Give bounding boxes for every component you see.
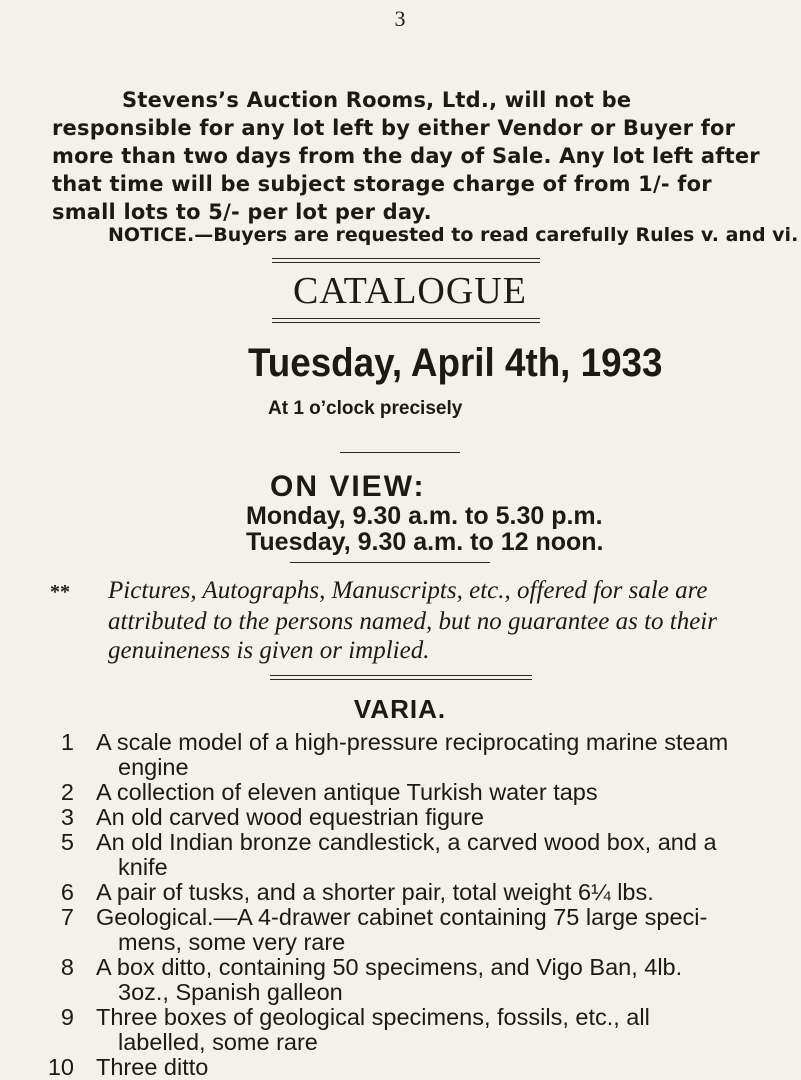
divider-view bbox=[340, 452, 460, 453]
lot-number: 2 bbox=[60, 779, 74, 805]
disclaimer-line-3: genuineness is given or implied. bbox=[108, 637, 430, 664]
lot-number: 7 bbox=[60, 904, 74, 930]
lot-description: An old carved wood equestrian figure bbox=[96, 804, 484, 830]
lot-description: Three boxes of geological specimens, fossils, etc., all bbox=[96, 1004, 650, 1030]
lot-number: 5 bbox=[60, 829, 74, 855]
divider-before-disclaimer bbox=[290, 562, 490, 563]
lot-description: A pair of tusks, and a shorter pair, total weight 6¼ lbs. bbox=[96, 879, 654, 905]
lot-description-cont: engine bbox=[118, 754, 189, 780]
lot-item bbox=[34, 1055, 794, 1080]
lot-description-cont: mens, some very rare bbox=[118, 929, 346, 955]
lot-number: 8 bbox=[60, 954, 74, 980]
section-title-varia: VARIA. bbox=[353, 694, 447, 724]
asterisk-marker: ** bbox=[50, 581, 70, 603]
page-number: 3 bbox=[394, 6, 406, 31]
divider-top-2 bbox=[272, 262, 540, 263]
lot-item bbox=[34, 1005, 794, 1055]
lot-item bbox=[34, 805, 794, 830]
lot-description: A box ditto, containing 50 specimens, and Vigo Ban, 4lb. bbox=[96, 954, 683, 980]
lot-item bbox=[34, 830, 794, 880]
sale-time: At 1 o’clock precisely bbox=[268, 398, 463, 419]
lot-description: A scale model of a high-pressure reciprocating marine steam bbox=[96, 729, 729, 755]
divider-varia-2 bbox=[270, 679, 532, 680]
lot-description-cont: labelled, some rare bbox=[118, 1029, 318, 1055]
terms-paragraph: Stevens’s Auction Rooms, Ltd., will not be responsible for any lot left by either Vendor or Buyer for more than two days from the day of Sale. Any lot left after that time will be subject storage charge of from 1/- for small lots to 5/- per lot per day. bbox=[52, 88, 760, 224]
lot-item bbox=[34, 730, 794, 780]
lot-description: An old Indian bronze candlestick, a carved wood box, and a bbox=[96, 829, 717, 855]
lot-number: 6 bbox=[60, 879, 74, 905]
lot-item bbox=[34, 880, 794, 905]
buyers-notice: NOTICE.—Buyers are requested to read carefully Rules v. and vi. bbox=[108, 224, 799, 246]
lot-item bbox=[34, 905, 794, 955]
disclaimer-line-2: attributed to the persons named, but no guarantee as to their bbox=[108, 608, 717, 635]
disclaimer bbox=[50, 576, 780, 665]
on-view-heading: ON VIEW: bbox=[270, 470, 426, 503]
sale-date: Tuesday, April 4th, 1933 bbox=[248, 341, 663, 385]
divider-mid-2 bbox=[272, 322, 540, 323]
divider-varia-1 bbox=[270, 675, 532, 676]
lot-item bbox=[34, 780, 794, 805]
divider-top-1 bbox=[272, 258, 540, 259]
lot-description: A collection of eleven antique Turkish water taps bbox=[96, 779, 598, 805]
lot-list bbox=[34, 730, 794, 1080]
on-view-monday: Monday, 9.30 a.m. to 5.30 p.m. bbox=[246, 502, 603, 530]
lot-number: 1 bbox=[60, 729, 74, 755]
divider-mid-1 bbox=[272, 318, 540, 319]
lot-description-cont: 3oz., Spanish galleon bbox=[118, 979, 343, 1005]
lot-description: Three ditto bbox=[96, 1054, 209, 1080]
lot-number: 10 bbox=[47, 1054, 74, 1080]
lot-description-cont: knife bbox=[118, 854, 168, 880]
catalogue-title: CATALOGUE bbox=[293, 270, 527, 312]
on-view-tuesday: Tuesday, 9.30 a.m. to 12 noon. bbox=[246, 528, 604, 556]
lot-number: 3 bbox=[60, 804, 74, 830]
lot-item bbox=[34, 955, 794, 1005]
lot-description: Geological.—A 4-drawer cabinet containing 75 large speci- bbox=[96, 904, 708, 930]
lot-number: 9 bbox=[60, 1004, 74, 1030]
disclaimer-line-1: Pictures, Autographs, Manuscripts, etc., offered for sale are bbox=[108, 577, 708, 604]
